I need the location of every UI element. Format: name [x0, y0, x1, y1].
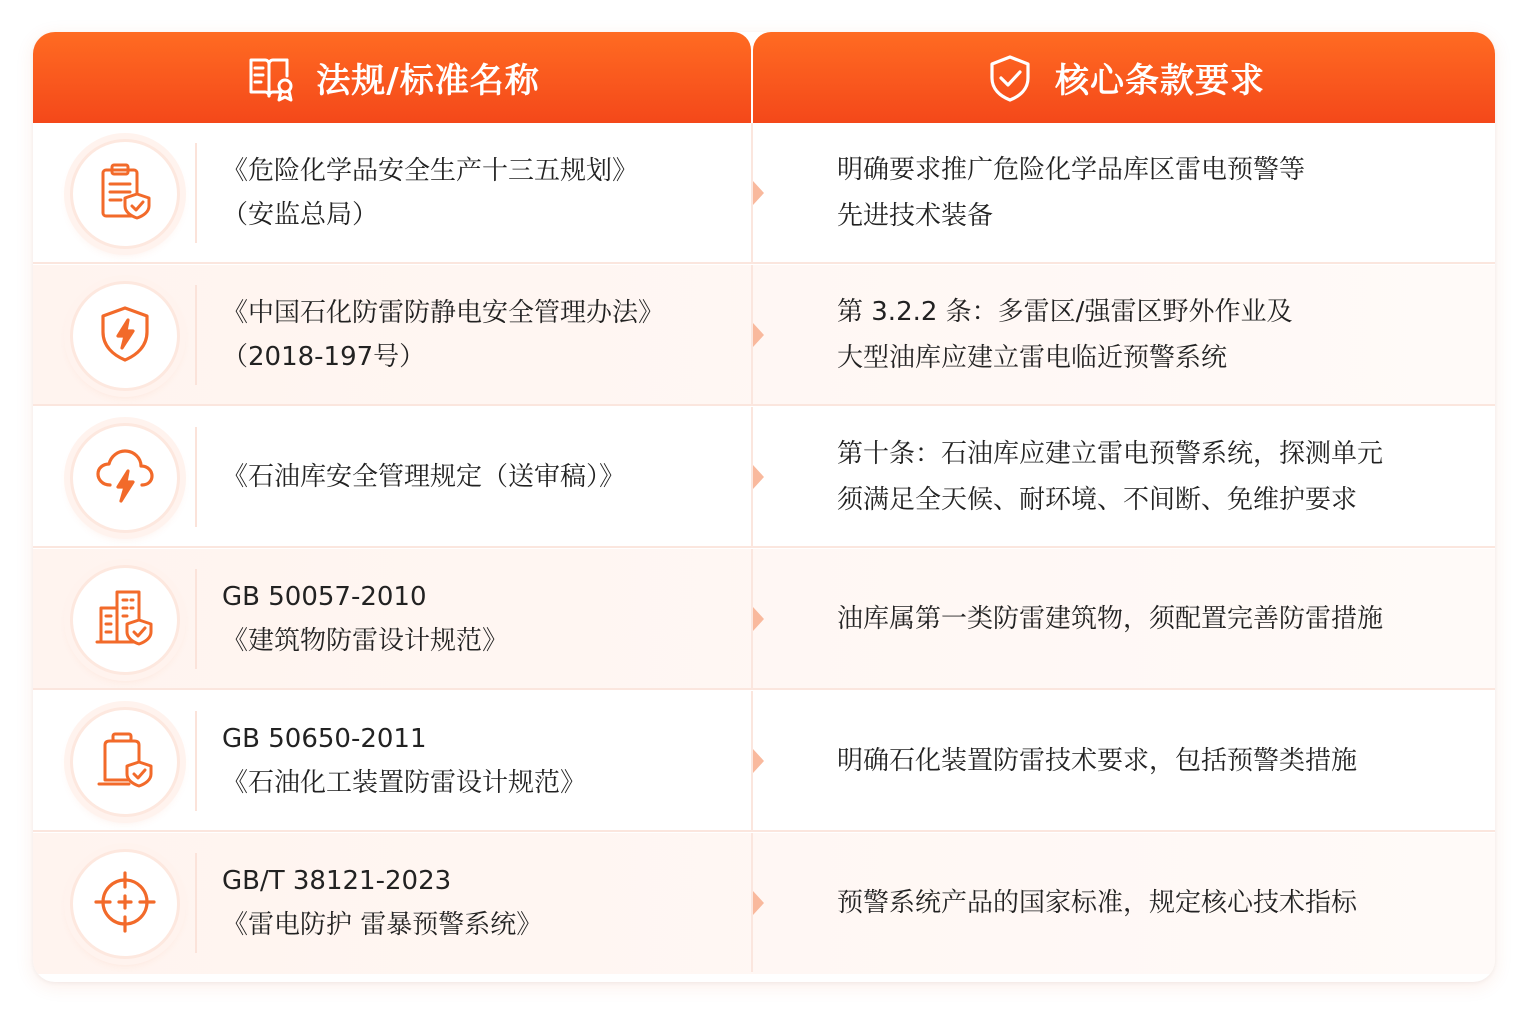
building-shield-icon [93, 586, 157, 654]
table-row [33, 691, 1495, 832]
requirement-text: 第 3.2.2 条：多雷区/强雷区野外作业及 大型油库应建立雷电临近预警系统 [837, 296, 1293, 373]
row-divider [195, 569, 197, 669]
storm-cloud-icon [92, 443, 158, 513]
crosshair-icon [92, 869, 158, 939]
regulations-table [33, 32, 1495, 982]
row-icon-circle [70, 139, 180, 249]
header-title-requirement: 核心条款要求 [1055, 61, 1265, 101]
row-icon-circle [70, 281, 180, 391]
tank-shield-icon [93, 728, 157, 796]
table-row [33, 407, 1495, 548]
requirement-text: 预警系统产品的国家标准，规定核心技术指标 [837, 887, 1358, 918]
regulation-name: GB 50650-2011 《石油化工装置防雷设计规范》 [222, 723, 587, 798]
header-cell-name [33, 32, 751, 123]
requirement-text: 明确石化装置防雷技术要求，包括预警类措施 [837, 745, 1358, 776]
requirement-text: 油库属第一类防雷建筑物，须配置完善防雷措施 [837, 603, 1384, 634]
requirement-text: 明确要求推广危险化学品库区雷电预警等 先进技术装备 [837, 154, 1306, 231]
table-row [33, 265, 1495, 406]
arrow-right-icon [753, 891, 764, 915]
arrow-right-icon [753, 323, 764, 347]
arrow-right-icon [753, 181, 764, 205]
table-header [33, 32, 1495, 123]
table-row [33, 549, 1495, 690]
row-divider [195, 143, 197, 243]
row-icon-circle [70, 565, 180, 675]
regulation-name: GB/T 38121-2023 《雷电防护 雷暴预警系统》 [222, 865, 543, 940]
row-divider [195, 285, 197, 385]
arrow-right-icon [753, 465, 764, 489]
arrow-right-icon [753, 607, 764, 631]
requirement-text: 第十条：石油库应建立雷电预警系统，探测单元 须满足全天候、耐环境、不间断、免维护要求 [837, 438, 1384, 515]
regulation-name: GB 50057-2010 《建筑物防雷设计规范》 [222, 581, 509, 656]
book-certificate-icon [244, 51, 298, 105]
row-divider [195, 853, 197, 953]
regulation-name: 《中国石化防雷防静电安全管理办法》 （2018-197号） [222, 297, 665, 372]
table-row [33, 123, 1495, 264]
regulation-name: 《石油库安全管理规定（送审稿）》 [222, 461, 626, 492]
row-icon-circle [70, 707, 180, 817]
header-cell-requirement [753, 32, 1495, 123]
clipboard-shield-icon [93, 160, 157, 228]
row-icon-circle [70, 849, 180, 959]
header-title-name: 法规/标准名称 [316, 61, 540, 101]
arrow-right-icon [753, 749, 764, 773]
row-icon-circle [70, 423, 180, 533]
regulation-name: 《危险化学品安全生产十三五规划》 （安监总局） [222, 155, 639, 230]
lightning-shield-icon [93, 302, 157, 370]
row-divider [195, 711, 197, 811]
table-row [33, 833, 1495, 974]
shield-check-icon [983, 51, 1037, 105]
row-divider [195, 427, 197, 527]
